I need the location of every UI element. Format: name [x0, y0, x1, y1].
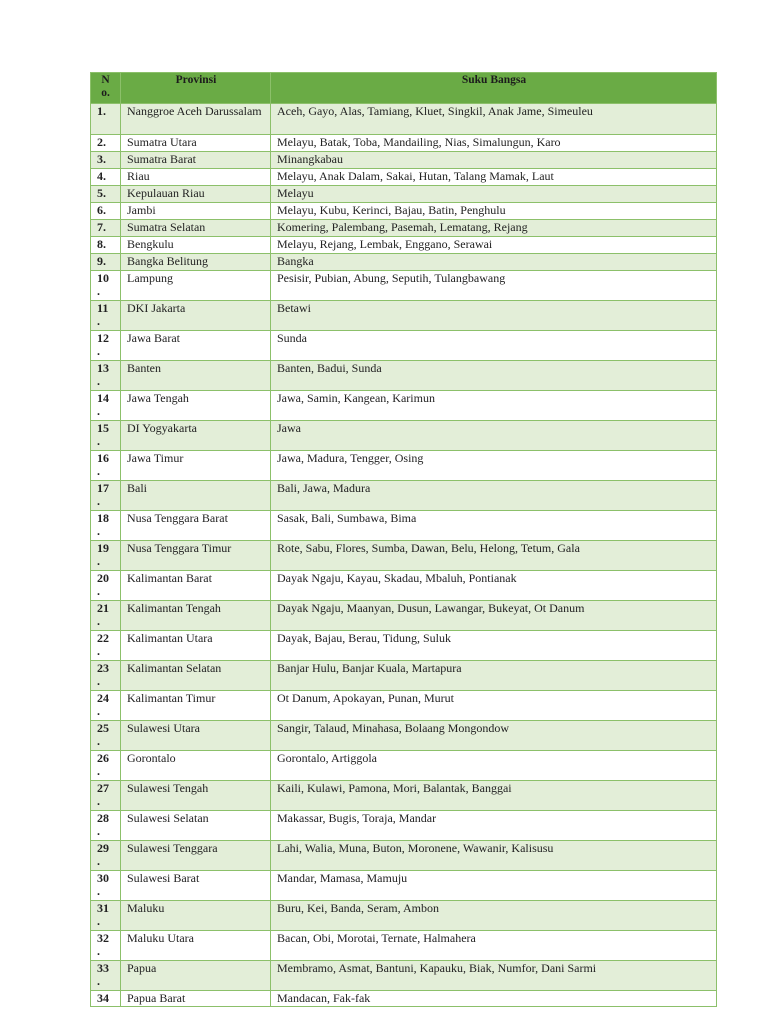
province-cell: Papua Barat: [121, 991, 271, 1007]
table-row: [91, 931, 717, 961]
province-cell: Jawa Timur: [121, 451, 271, 481]
row-number: 17 .: [91, 481, 121, 511]
ethnic-groups-cell: Rote, Sabu, Flores, Sumba, Dawan, Belu, Helong, Tetum, Gala: [271, 541, 717, 571]
table-row: [91, 841, 717, 871]
table-row: [91, 691, 717, 721]
row-number: 26 .: [91, 751, 121, 781]
header-province: Provinsi: [121, 73, 271, 104]
province-cell: Nusa Tenggara Timur: [121, 541, 271, 571]
row-number: 28 .: [91, 811, 121, 841]
province-cell: Papua: [121, 961, 271, 991]
header-ethnic-groups: Suku Bangsa: [271, 73, 717, 104]
ethnic-groups-cell: Banten, Badui, Sunda: [271, 361, 717, 391]
row-number: 22 .: [91, 631, 121, 661]
table-row: [91, 901, 717, 931]
province-cell: Nanggroe Aceh Darussalam: [121, 104, 271, 135]
ethnic-groups-cell: Melayu, Anak Dalam, Sakai, Hutan, Talang Mamak, Laut: [271, 169, 717, 186]
table-row: [91, 991, 717, 1007]
table-row: [91, 152, 717, 169]
row-number: 6.: [91, 203, 121, 220]
province-cell: Jambi: [121, 203, 271, 220]
ethnic-groups-cell: Pesisir, Pubian, Abung, Seputih, Tulangbawang: [271, 271, 717, 301]
table-row: [91, 601, 717, 631]
ethnic-groups-cell: Dayak Ngaju, Maanyan, Dusun, Lawangar, Bukeyat, Ot Danum: [271, 601, 717, 631]
row-number: 27 .: [91, 781, 121, 811]
ethnic-groups-cell: Jawa, Madura, Tengger, Osing: [271, 451, 717, 481]
row-number: 5.: [91, 186, 121, 203]
province-cell: Sulawesi Selatan: [121, 811, 271, 841]
row-number: 4.: [91, 169, 121, 186]
province-cell: Kalimantan Timur: [121, 691, 271, 721]
ethnic-groups-cell: Mandacan, Fak-fak: [271, 991, 717, 1007]
table-row: [91, 511, 717, 541]
ethnic-groups-cell: Bangka: [271, 254, 717, 271]
table-row: [91, 871, 717, 901]
province-cell: Maluku Utara: [121, 931, 271, 961]
table-row: [91, 451, 717, 481]
table-row: [91, 331, 717, 361]
row-number: 34: [91, 991, 121, 1007]
province-cell: Kepulauan Riau: [121, 186, 271, 203]
table-header-row: [91, 73, 717, 104]
table-row: [91, 104, 717, 135]
row-number: 1.: [91, 104, 121, 135]
row-number: 9.: [91, 254, 121, 271]
ethnic-groups-cell: Gorontalo, Artiggola: [271, 751, 717, 781]
row-number: 30 .: [91, 871, 121, 901]
ethnic-groups-cell: Minangkabau: [271, 152, 717, 169]
table-row: [91, 254, 717, 271]
ethnic-groups-cell: Betawi: [271, 301, 717, 331]
row-number: 24 .: [91, 691, 121, 721]
row-number: 3.: [91, 152, 121, 169]
table-row: [91, 571, 717, 601]
province-cell: Sumatra Barat: [121, 152, 271, 169]
province-cell: Jawa Barat: [121, 331, 271, 361]
ethnic-groups-cell: Jawa, Samin, Kangean, Karimun: [271, 391, 717, 421]
province-cell: Kalimantan Tengah: [121, 601, 271, 631]
province-cell: Sumatra Selatan: [121, 220, 271, 237]
ethnic-groups-cell: Aceh, Gayo, Alas, Tamiang, Kluet, Singkil, Anak Jame, Simeuleu: [271, 104, 717, 135]
table-row: [91, 169, 717, 186]
ethnic-groups-cell: Dayak, Bajau, Berau, Tidung, Suluk: [271, 631, 717, 661]
ethnic-groups-table: [90, 72, 717, 1007]
table-row: [91, 220, 717, 237]
row-number: 29 .: [91, 841, 121, 871]
province-cell: Banten: [121, 361, 271, 391]
row-number: 14 .: [91, 391, 121, 421]
row-number: 7.: [91, 220, 121, 237]
ethnic-groups-cell: Komering, Palembang, Pasemah, Lematang, Rejang: [271, 220, 717, 237]
ethnic-groups-cell: Buru, Kei, Banda, Seram, Ambon: [271, 901, 717, 931]
ethnic-groups-cell: Sangir, Talaud, Minahasa, Bolaang Mongondow: [271, 721, 717, 751]
table-row: [91, 631, 717, 661]
table-row: [91, 271, 717, 301]
table-row: [91, 961, 717, 991]
province-cell: Kalimantan Utara: [121, 631, 271, 661]
ethnic-groups-cell: Sunda: [271, 331, 717, 361]
row-number: 8.: [91, 237, 121, 254]
province-cell: DKI Jakarta: [121, 301, 271, 331]
table-row: [91, 661, 717, 691]
province-cell: Jawa Tengah: [121, 391, 271, 421]
ethnic-groups-cell: Dayak Ngaju, Kayau, Skadau, Mbaluh, Pontianak: [271, 571, 717, 601]
row-number: 19 .: [91, 541, 121, 571]
table-row: [91, 781, 717, 811]
header-number: N o.: [91, 73, 121, 104]
province-cell: Nusa Tenggara Barat: [121, 511, 271, 541]
province-cell: Sulawesi Barat: [121, 871, 271, 901]
row-number: 15 .: [91, 421, 121, 451]
row-number: 32 .: [91, 931, 121, 961]
table-row: [91, 301, 717, 331]
province-cell: Bengkulu: [121, 237, 271, 254]
ethnic-groups-cell: Melayu, Batak, Toba, Mandailing, Nias, Simalungun, Karo: [271, 135, 717, 152]
ethnic-groups-cell: Melayu, Rejang, Lembak, Enggano, Serawai: [271, 237, 717, 254]
ethnic-groups-cell: Makassar, Bugis, Toraja, Mandar: [271, 811, 717, 841]
province-cell: Sumatra Utara: [121, 135, 271, 152]
row-number: 33 .: [91, 961, 121, 991]
ethnic-groups-cell: Melayu: [271, 186, 717, 203]
ethnic-groups-cell: Ot Danum, Apokayan, Punan, Murut: [271, 691, 717, 721]
province-cell: Maluku: [121, 901, 271, 931]
row-number: 23 .: [91, 661, 121, 691]
ethnic-groups-cell: Jawa: [271, 421, 717, 451]
ethnic-groups-cell: Sasak, Bali, Sumbawa, Bima: [271, 511, 717, 541]
row-number: 16 .: [91, 451, 121, 481]
table-row: [91, 751, 717, 781]
table-row: [91, 541, 717, 571]
province-cell: Riau: [121, 169, 271, 186]
row-number: 11 .: [91, 301, 121, 331]
ethnic-groups-cell: Banjar Hulu, Banjar Kuala, Martapura: [271, 661, 717, 691]
province-cell: Kalimantan Barat: [121, 571, 271, 601]
province-cell: Sulawesi Tengah: [121, 781, 271, 811]
row-number: 21 .: [91, 601, 121, 631]
row-number: 31 .: [91, 901, 121, 931]
table-row: [91, 237, 717, 254]
ethnic-groups-cell: Bali, Jawa, Madura: [271, 481, 717, 511]
ethnic-groups-cell: Kaili, Kulawi, Pamona, Mori, Balantak, Banggai: [271, 781, 717, 811]
province-cell: Kalimantan Selatan: [121, 661, 271, 691]
table-row: [91, 135, 717, 152]
ethnic-groups-cell: Lahi, Walia, Muna, Buton, Moronene, Wawanir, Kalisusu: [271, 841, 717, 871]
province-cell: Bali: [121, 481, 271, 511]
row-number: 10 .: [91, 271, 121, 301]
table-row: [91, 721, 717, 751]
table-row: [91, 481, 717, 511]
ethnic-groups-cell: Bacan, Obi, Morotai, Ternate, Halmahera: [271, 931, 717, 961]
row-number: 13 .: [91, 361, 121, 391]
row-number: 18 .: [91, 511, 121, 541]
province-cell: Lampung: [121, 271, 271, 301]
row-number: 12 .: [91, 331, 121, 361]
ethnic-groups-cell: Membramo, Asmat, Bantuni, Kapauku, Biak, Numfor, Dani Sarmi: [271, 961, 717, 991]
table-row: [91, 361, 717, 391]
table-row: [91, 391, 717, 421]
province-cell: Sulawesi Tenggara: [121, 841, 271, 871]
table-row: [91, 186, 717, 203]
row-number: 20 .: [91, 571, 121, 601]
province-cell: Bangka Belitung: [121, 254, 271, 271]
province-cell: DI Yogyakarta: [121, 421, 271, 451]
table-row: [91, 203, 717, 220]
province-cell: Sulawesi Utara: [121, 721, 271, 751]
table-row: [91, 421, 717, 451]
ethnic-groups-cell: Mandar, Mamasa, Mamuju: [271, 871, 717, 901]
province-cell: Gorontalo: [121, 751, 271, 781]
row-number: 2.: [91, 135, 121, 152]
row-number: 25 .: [91, 721, 121, 751]
ethnic-groups-cell: Melayu, Kubu, Kerinci, Bajau, Batin, Penghulu: [271, 203, 717, 220]
table-row: [91, 811, 717, 841]
